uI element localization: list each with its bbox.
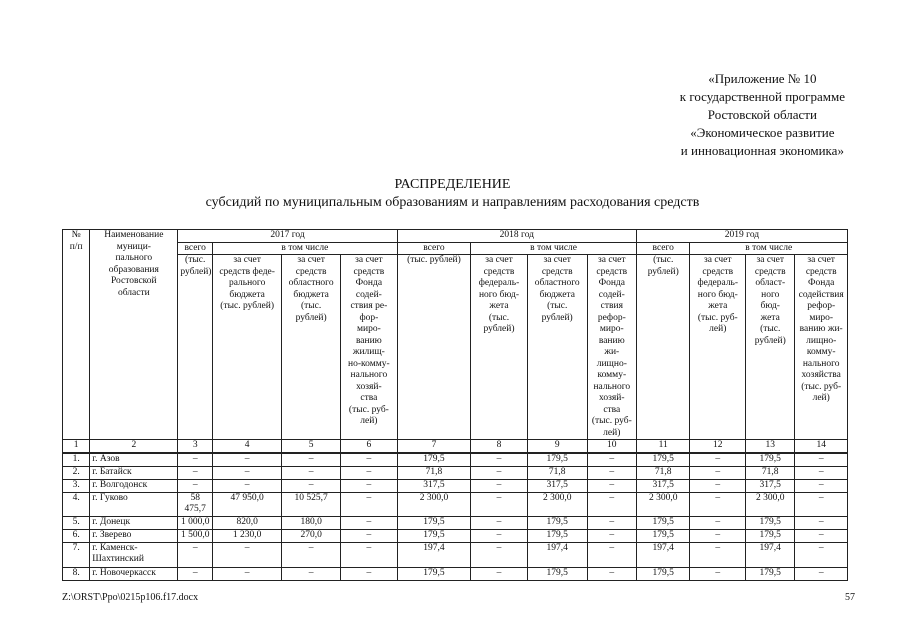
value-cell: 820,0 (213, 516, 282, 529)
value-cell: – (795, 466, 848, 479)
column-number: 4 (213, 440, 282, 453)
value-cell: – (341, 516, 398, 529)
value-cell: 179,5 (527, 453, 587, 467)
value-cell: 2 300,0 (397, 492, 470, 516)
column-number: 10 (587, 440, 636, 453)
value-cell: 179,5 (527, 516, 587, 529)
header-year-2017: 2017 год (178, 230, 397, 243)
value-cell: 317,5 (527, 479, 587, 492)
footer-file-path: Z:\ORST\Ppo\0215p106.f17.docx (62, 592, 199, 603)
value-cell: – (690, 542, 746, 567)
value-cell: – (471, 567, 528, 580)
column-number: 1 (63, 440, 90, 453)
column-number: 9 (527, 440, 587, 453)
appendix-line: Ростовской области (707, 107, 817, 122)
value-cell: – (690, 492, 746, 516)
column-number: 5 (282, 440, 341, 453)
value-cell: 197,4 (746, 542, 795, 567)
value-cell: – (690, 453, 746, 467)
table-row (63, 516, 848, 529)
header-total-2017: всего (178, 242, 213, 255)
municipality-name: г. Каменск- Шахтинский (90, 542, 178, 567)
header-2018-total-unit: (тыс. рублей) (397, 255, 470, 440)
value-cell: – (795, 453, 848, 467)
value-cell: – (213, 466, 282, 479)
row-number: 8. (63, 567, 90, 580)
value-cell: – (587, 479, 636, 492)
value-cell: – (587, 453, 636, 467)
value-cell: – (690, 567, 746, 580)
column-number-row (63, 440, 848, 453)
appendix-line: к государственной программе (679, 89, 845, 104)
header-2019-total-unit: (тыс. рублей) (636, 255, 690, 440)
value-cell: 179,5 (636, 529, 690, 542)
value-cell: – (690, 529, 746, 542)
header-number: № п/п (63, 230, 90, 440)
value-cell: – (471, 516, 528, 529)
appendix-line: «Экономическое развитие (690, 125, 835, 140)
table-row (63, 453, 848, 467)
row-number: 3. (63, 479, 90, 492)
value-cell: – (178, 479, 213, 492)
municipality-name: г. Азов (90, 453, 178, 467)
column-number: 7 (397, 440, 470, 453)
header-total-2018: всего (397, 242, 470, 255)
value-cell: – (795, 479, 848, 492)
header-2017-total-unit: (тыс. рублей) (178, 255, 213, 440)
value-cell: 317,5 (397, 479, 470, 492)
municipality-name: г. Новочеркасск (90, 567, 178, 580)
row-number: 5. (63, 516, 90, 529)
value-cell: 197,4 (636, 542, 690, 567)
column-number: 6 (341, 440, 398, 453)
value-cell: 71,8 (636, 466, 690, 479)
header-total-2019: всего (636, 242, 690, 255)
value-cell: – (341, 492, 398, 516)
value-cell: – (795, 529, 848, 542)
value-cell: – (341, 479, 398, 492)
value-cell: – (471, 529, 528, 542)
value-cell: 179,5 (397, 516, 470, 529)
value-cell: 179,5 (746, 529, 795, 542)
table-row (63, 466, 848, 479)
column-number: 13 (746, 440, 795, 453)
municipality-name: г. Донецк (90, 516, 178, 529)
header-2019-regional: за счет средств област- ного бюд- жета (тыс. рублей) (746, 255, 795, 440)
row-number: 2. (63, 466, 90, 479)
value-cell: 1 000,0 (178, 516, 213, 529)
header-2018-federal: за счет средств федераль- ного бюд- жета (тыс. рублей) (471, 255, 528, 440)
municipality-name: г. Гуково (90, 492, 178, 516)
value-cell: 58 475,7 (178, 492, 213, 516)
value-cell: 179,5 (746, 516, 795, 529)
value-cell: – (282, 567, 341, 580)
header-row-details (63, 255, 848, 440)
value-cell: – (795, 542, 848, 567)
value-cell: – (795, 492, 848, 516)
value-cell: 179,5 (397, 453, 470, 467)
value-cell: 47 950,0 (213, 492, 282, 516)
value-cell: – (471, 466, 528, 479)
value-cell: 1 500,0 (178, 529, 213, 542)
column-number: 12 (690, 440, 746, 453)
appendix-line: «Приложение № 10 (708, 71, 817, 86)
value-cell: – (213, 479, 282, 492)
value-cell: 270,0 (282, 529, 341, 542)
value-cell: – (282, 479, 341, 492)
value-cell: 10 525,7 (282, 492, 341, 516)
value-cell: – (341, 453, 398, 467)
value-cell: 2 300,0 (527, 492, 587, 516)
value-cell: – (178, 453, 213, 467)
column-number: 8 (471, 440, 528, 453)
document-title: РАСПРЕДЕЛЕНИЕ (394, 177, 511, 192)
value-cell: 180,0 (282, 516, 341, 529)
page-number: 57 (845, 592, 855, 603)
value-cell: 179,5 (527, 529, 587, 542)
header-including-2019: в том числе (690, 242, 848, 255)
column-number: 11 (636, 440, 690, 453)
value-cell: 71,8 (746, 466, 795, 479)
value-cell: 1 230,0 (213, 529, 282, 542)
value-cell: – (795, 516, 848, 529)
value-cell: – (587, 542, 636, 567)
municipality-name: г. Батайск (90, 466, 178, 479)
value-cell: – (587, 516, 636, 529)
value-cell: – (213, 542, 282, 567)
row-number: 4. (63, 492, 90, 516)
document-subtitle: субсидий по муниципальным образованиям и направлениям расходования средств (205, 195, 700, 210)
municipality-name: г. Зверево (90, 529, 178, 542)
table-row (63, 567, 848, 580)
value-cell: – (795, 567, 848, 580)
header-2018-fund: за счет средств Фонда содей- ствия рефор- миро- ванию жи- лищно- комму- нального хозяй- ства (тыс. руб- лей) (587, 255, 636, 440)
value-cell: – (471, 492, 528, 516)
value-cell: – (282, 466, 341, 479)
value-cell: 197,4 (397, 542, 470, 567)
appendix-line: и инновационная экономика» (680, 143, 844, 158)
value-cell: 179,5 (527, 567, 587, 580)
header-2017-regional: за счет средств областного бюджета (тыс. рублей) (282, 255, 341, 440)
value-cell: 179,5 (397, 567, 470, 580)
value-cell: 179,5 (636, 516, 690, 529)
value-cell: 71,8 (397, 466, 470, 479)
value-cell: – (341, 529, 398, 542)
row-number: 1. (63, 453, 90, 467)
header-year-2019: 2019 год (636, 230, 847, 243)
value-cell: 179,5 (397, 529, 470, 542)
value-cell: – (471, 453, 528, 467)
table-row (63, 492, 848, 516)
value-cell: – (282, 453, 341, 467)
value-cell: – (471, 542, 528, 567)
header-including-2018: в том числе (471, 242, 637, 255)
value-cell: – (213, 567, 282, 580)
table-row (63, 529, 848, 542)
header-2019-fund: за счет средств Фонда содействия рефор- миро- ванию жи- лищно- комму- нального хозяйства (тыс. руб- лей) (795, 255, 848, 440)
value-cell: 179,5 (636, 567, 690, 580)
table-row (63, 479, 848, 492)
subsidy-distribution-table (62, 229, 848, 581)
table-row (63, 542, 848, 567)
row-number: 6. (63, 529, 90, 542)
value-cell: – (282, 542, 341, 567)
value-cell: 317,5 (746, 479, 795, 492)
value-cell: – (690, 479, 746, 492)
header-2017-federal: за счет средств феде- рального бюджета (тыс. рублей) (213, 255, 282, 440)
header-2017-fund: за счет средств Фонда содей- ствия ре- фор- миро- ванию жилищ- но-комму- нального хозяй- ства (тыс. руб- лей) (341, 255, 398, 440)
value-cell: – (690, 466, 746, 479)
header-municipality: Наименование муници- пального образования Ростовской области (90, 230, 178, 440)
value-cell: – (178, 542, 213, 567)
value-cell: – (587, 567, 636, 580)
value-cell: 2 300,0 (636, 492, 690, 516)
value-cell: 317,5 (636, 479, 690, 492)
appendix-header (680, 70, 845, 160)
column-number: 3 (178, 440, 213, 453)
column-number: 14 (795, 440, 848, 453)
value-cell: – (587, 466, 636, 479)
value-cell: 2 300,0 (746, 492, 795, 516)
value-cell: – (341, 466, 398, 479)
header-row-subgroups (63, 242, 848, 255)
value-cell: 179,5 (636, 453, 690, 467)
value-cell: 197,4 (527, 542, 587, 567)
header-including-2017: в том числе (213, 242, 398, 255)
municipality-name: г. Волгодонск (90, 479, 178, 492)
value-cell: 179,5 (746, 453, 795, 467)
value-cell: – (178, 466, 213, 479)
value-cell: – (587, 492, 636, 516)
header-2018-regional: за счет средств областного бюджета (тыс. рублей) (527, 255, 587, 440)
value-cell: – (341, 567, 398, 580)
value-cell: – (341, 542, 398, 567)
row-number: 7. (63, 542, 90, 567)
value-cell: 179,5 (746, 567, 795, 580)
header-2019-federal: за счет средств федераль- ного бюд- жета (тыс. руб- лей) (690, 255, 746, 440)
value-cell: – (178, 567, 213, 580)
value-cell: – (471, 479, 528, 492)
header-row-years (63, 230, 848, 243)
header-year-2018: 2018 год (397, 230, 636, 243)
value-cell: – (213, 453, 282, 467)
value-cell: 71,8 (527, 466, 587, 479)
column-number: 2 (90, 440, 178, 453)
value-cell: – (587, 529, 636, 542)
value-cell: – (690, 516, 746, 529)
